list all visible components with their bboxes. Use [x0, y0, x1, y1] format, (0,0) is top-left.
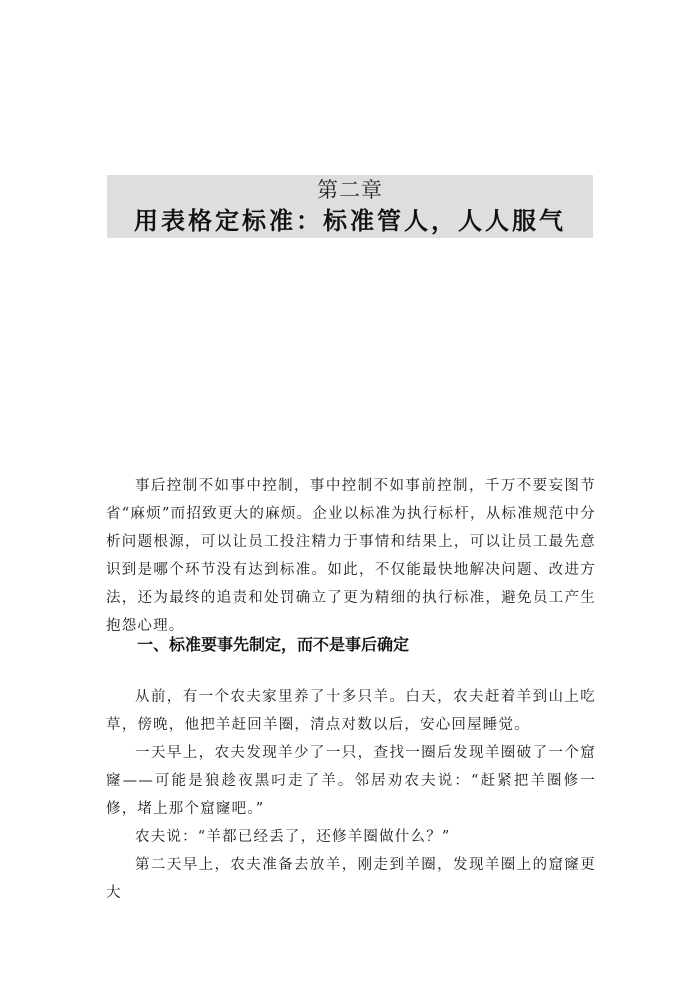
chapter-header	[107, 175, 593, 238]
intro-paragraph: 事后控制不如事中控制，事中控制不如事前控制，千万不要妄图节省“麻烦”而招致更大的麻烦。企业以标准为执行标杆，从标准规范中分析问题根源，可以让员工投注精力于事情和结果上，可以让员工最先意识到是哪个环节没有达到标准。如此，不仅能最快地解决问题、改进方法，还为最终的追责和处罚确立了更为精细的执行标准，避免员工产生抱怨心理。	[106, 478, 596, 634]
chapter-number: 第二章	[317, 178, 383, 202]
body-paragraph: 从前，有一个农夫家里养了十多只羊。白天，农夫赶着羊到山上吃草，傍晚，他把羊赶回羊圈，清点对数以后，安心回屋睡觉。	[106, 689, 596, 733]
section-body	[106, 683, 596, 907]
chapter-title: 用表格定标准：标准管人，人人服气	[134, 206, 566, 235]
body-paragraph: 第二天早上，农夫准备去放羊，刚走到羊圈，发现羊圈上的窟窿更大	[106, 857, 596, 901]
body-paragraph: 农夫说：“羊都已经丢了，还修羊圈做什么？”	[135, 829, 451, 845]
section-heading: 一、标准要事先制定，而不是事后确定	[137, 635, 410, 654]
body-paragraph: 一天早上，农夫发现羊少了一只，查找一圈后发现羊圈破了一个窟窿——可能是狼趁夜黑叼走了羊。邻居劝农夫说：“赶紧把羊圈修一修，堵上那个窟窿吧。”	[106, 745, 596, 817]
